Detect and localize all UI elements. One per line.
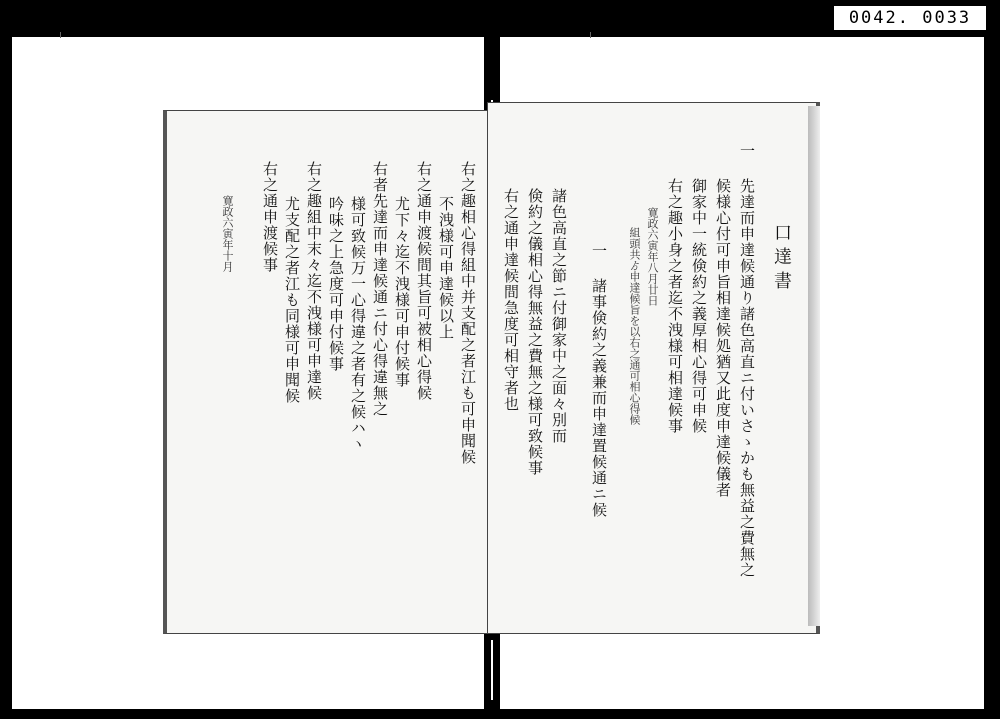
- text-column: 諸色高直之節ニ付御家中之面々別而: [550, 153, 568, 444]
- text-column: 不洩様可申達候以上: [437, 161, 455, 340]
- note-column: 組頭共ゟ申達候旨を以右之通可相心得候: [628, 203, 641, 425]
- text-column: 右之通申達候間急度可相守者也: [502, 153, 520, 412]
- text-column: 右者先達而申達候通ニ付心得違無之: [371, 161, 389, 417]
- right-page: [487, 102, 820, 634]
- text-column: 一 先達而申達候通り諸色高直ニ付いさゝかも無益之費無之: [738, 143, 756, 578]
- text-column: 右之通申渡候間其旨可被相心得候: [415, 161, 433, 401]
- mount-tick: [590, 32, 591, 38]
- text-column: 尤支配之者江も同様可申聞候: [283, 161, 301, 404]
- frame-id-label: 0042. 0033: [834, 6, 986, 30]
- text-column: 尤下々迄不洩様可申付候事: [393, 161, 411, 388]
- left-page: [163, 110, 490, 634]
- text-column: 様可致候万一心得違之者有之候ハヽ: [349, 161, 367, 452]
- date-column: 寛政六寅年十月: [221, 171, 234, 272]
- text-column: 御家中一統倹約之義厚相心得可申候: [690, 143, 708, 434]
- text-column: 吟味之上急度可申付候事: [327, 161, 345, 372]
- text-column: 右之趣小身之者迄不洩様可相達候事: [666, 143, 684, 434]
- text-column: 倹約之儀相心得無益之費無之様可致候事: [526, 153, 544, 476]
- document-title: 口達書: [771, 223, 792, 295]
- text-column: 候様心付可申旨相達候処猶又此度申達候儀者: [714, 143, 732, 498]
- text-column: 右之趣組中末々迄不洩様可申達候: [305, 161, 323, 401]
- mount-tick: [60, 32, 61, 38]
- text-column: 右之通申渡候事: [261, 161, 279, 273]
- text-column: 一 諸事倹約之義兼而申達置候通ニ候: [590, 243, 608, 518]
- text-column: 右之趣相心得組中并支配之者江も可申聞候: [459, 161, 477, 465]
- spine-mark: [491, 640, 493, 700]
- page-edge-shadow: [808, 106, 820, 626]
- date-column: 寛政六寅年八月廿日: [646, 183, 659, 306]
